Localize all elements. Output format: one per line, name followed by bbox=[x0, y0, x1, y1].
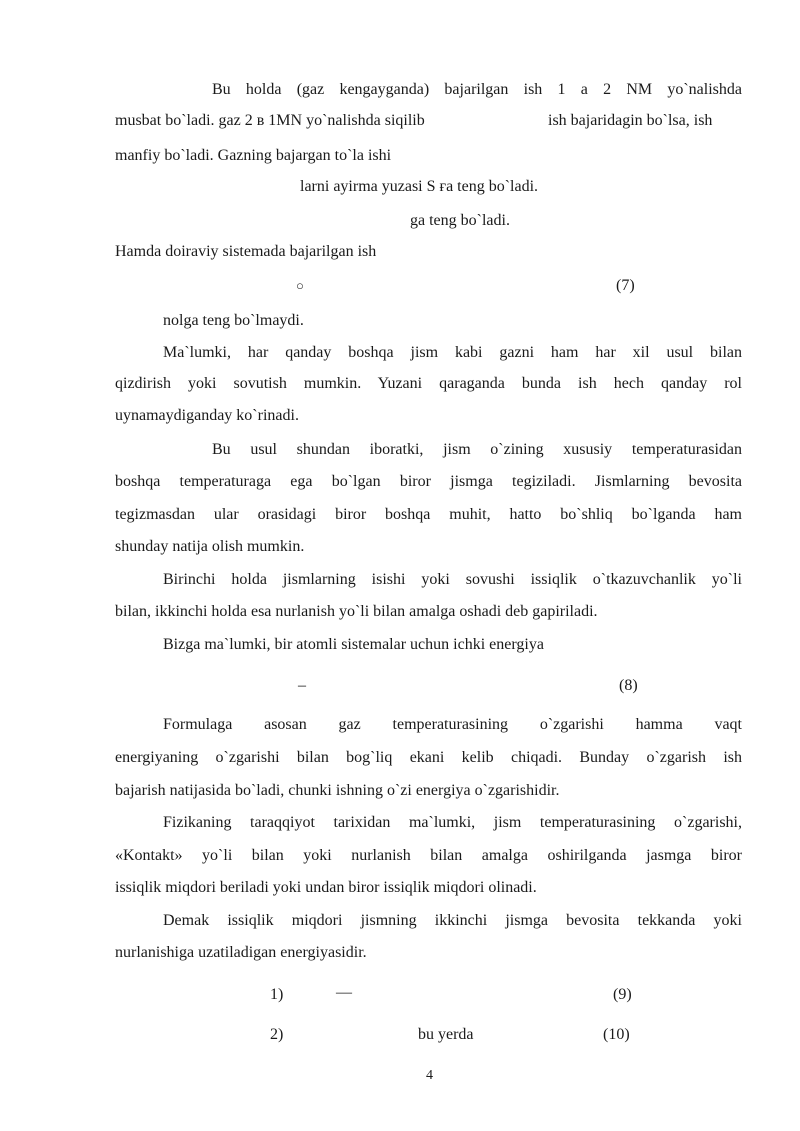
eq10-number: (10) bbox=[603, 1026, 630, 1043]
paragraph2-line3: uynamaydiganday ko`rinadi. bbox=[115, 407, 299, 424]
paragraph3-line3: tegizmasdan ular orasidagi biror boshqa muhit, hatto bo`shliq bo`lganda ham bbox=[115, 506, 742, 523]
doiraviy-line: Hamda doiraviy sistemada bajarilgan ish bbox=[115, 243, 377, 260]
paragraph3-line1: Bu usul shundan iboratki, jism o`zining xususiy temperaturasidan bbox=[212, 441, 742, 458]
paragraph3-line2: boshqa temperaturaga ega bo`lgan biror jismga tegiziladi. Jismlarning bevosita bbox=[115, 473, 742, 490]
nolga-line: nolga teng bo`lmaydi. bbox=[163, 312, 304, 329]
paragraph1-line1: Bu holda (gaz kengayganda) bajarilgan ish 1 a 2 NM yo`nalishda bbox=[212, 81, 742, 98]
eq8-dash-symbol: – bbox=[298, 677, 306, 694]
paragraph1-line2-part2: ish bajaridagin bo`lsa, ish bbox=[548, 112, 713, 129]
paragraph1-line2-part1: musbat bo`ladi. gaz 2 в 1MN yo`nalishda siqilib bbox=[115, 112, 425, 129]
paragraph2-line1: Ma`lumki, har qanday boshqa jism kabi gazni ham har xil usul bilan bbox=[163, 344, 742, 361]
paragraph7-line1: Demak issiqlik miqdori jismning ikkinchi jismga bevosita tekkanda yoki bbox=[163, 912, 742, 929]
ayirma-line: larni ayirma yuzasi S ға teng bo`ladi. bbox=[300, 178, 539, 195]
paragraph6-line1: Fizikaning taraqqiyot tarixidan ma`lumki, jism temperaturasining o`zgarishi, bbox=[163, 814, 742, 831]
eq8-number: (8) bbox=[619, 677, 638, 694]
paragraph5-line3: bajarish natijasida bo`ladi, chunki ishning o`zi energiya o`zgarishidir. bbox=[115, 782, 560, 799]
paragraph6-line3: issiqlik miqdori beriladi yoki undan biror issiqlik miqdori olinadi. bbox=[115, 879, 537, 896]
teng-line: ga teng bo`ladi. bbox=[410, 212, 510, 229]
paragraph3-line4: shunday natija olish mumkin. bbox=[115, 538, 305, 555]
bizga-line: Bizga ma`lumki, bir atomli sistemalar uchun ichki energiya bbox=[163, 636, 544, 653]
eq7-circle-symbol: ○ bbox=[296, 278, 304, 293]
paragraph6-line2: «Kontakt» yo`li bilan yoki nurlanish bilan amalga oshirilganda jasmga biror bbox=[115, 847, 742, 864]
paragraph7-line2: nurlanishiga uzatiladigan energiyasidir. bbox=[115, 944, 367, 961]
paragraph5-line2: energiyaning o`zgarishi bilan bog`liq ekani kelib chiqadi. Bunday o`zgarish ish bbox=[115, 749, 742, 766]
paragraph5-line1: Formulaga asosan gaz temperaturasining o`zgarishi hamma vaqt bbox=[163, 716, 742, 733]
eq9-label: 1) bbox=[270, 986, 284, 1003]
eq7-number: (7) bbox=[616, 277, 635, 294]
page-number: 4 bbox=[426, 1068, 433, 1083]
paragraph4-line1: Birinchi holda jismlarning isishi yoki sovushi issiqlik o`tkazuvchanlik yo`li bbox=[163, 571, 742, 588]
eq9-dash-symbol: — bbox=[336, 984, 352, 1001]
eq10-label: 2) bbox=[270, 1026, 284, 1043]
paragraph4-line2: bilan, ikkinchi holda esa nurlanish yo`li bilan amalga oshadi deb gapiriladi. bbox=[115, 603, 598, 620]
eq9-number: (9) bbox=[613, 986, 632, 1003]
paragraph2-line2: qizdirish yoki sovutish mumkin. Yuzani qaraganda bunda ish hech qanday rol bbox=[115, 375, 742, 392]
paragraph1-line3: manfiy bo`ladi. Gazning bajargan to`la ishi bbox=[115, 147, 392, 164]
eq10-text: bu yerda bbox=[418, 1026, 474, 1043]
